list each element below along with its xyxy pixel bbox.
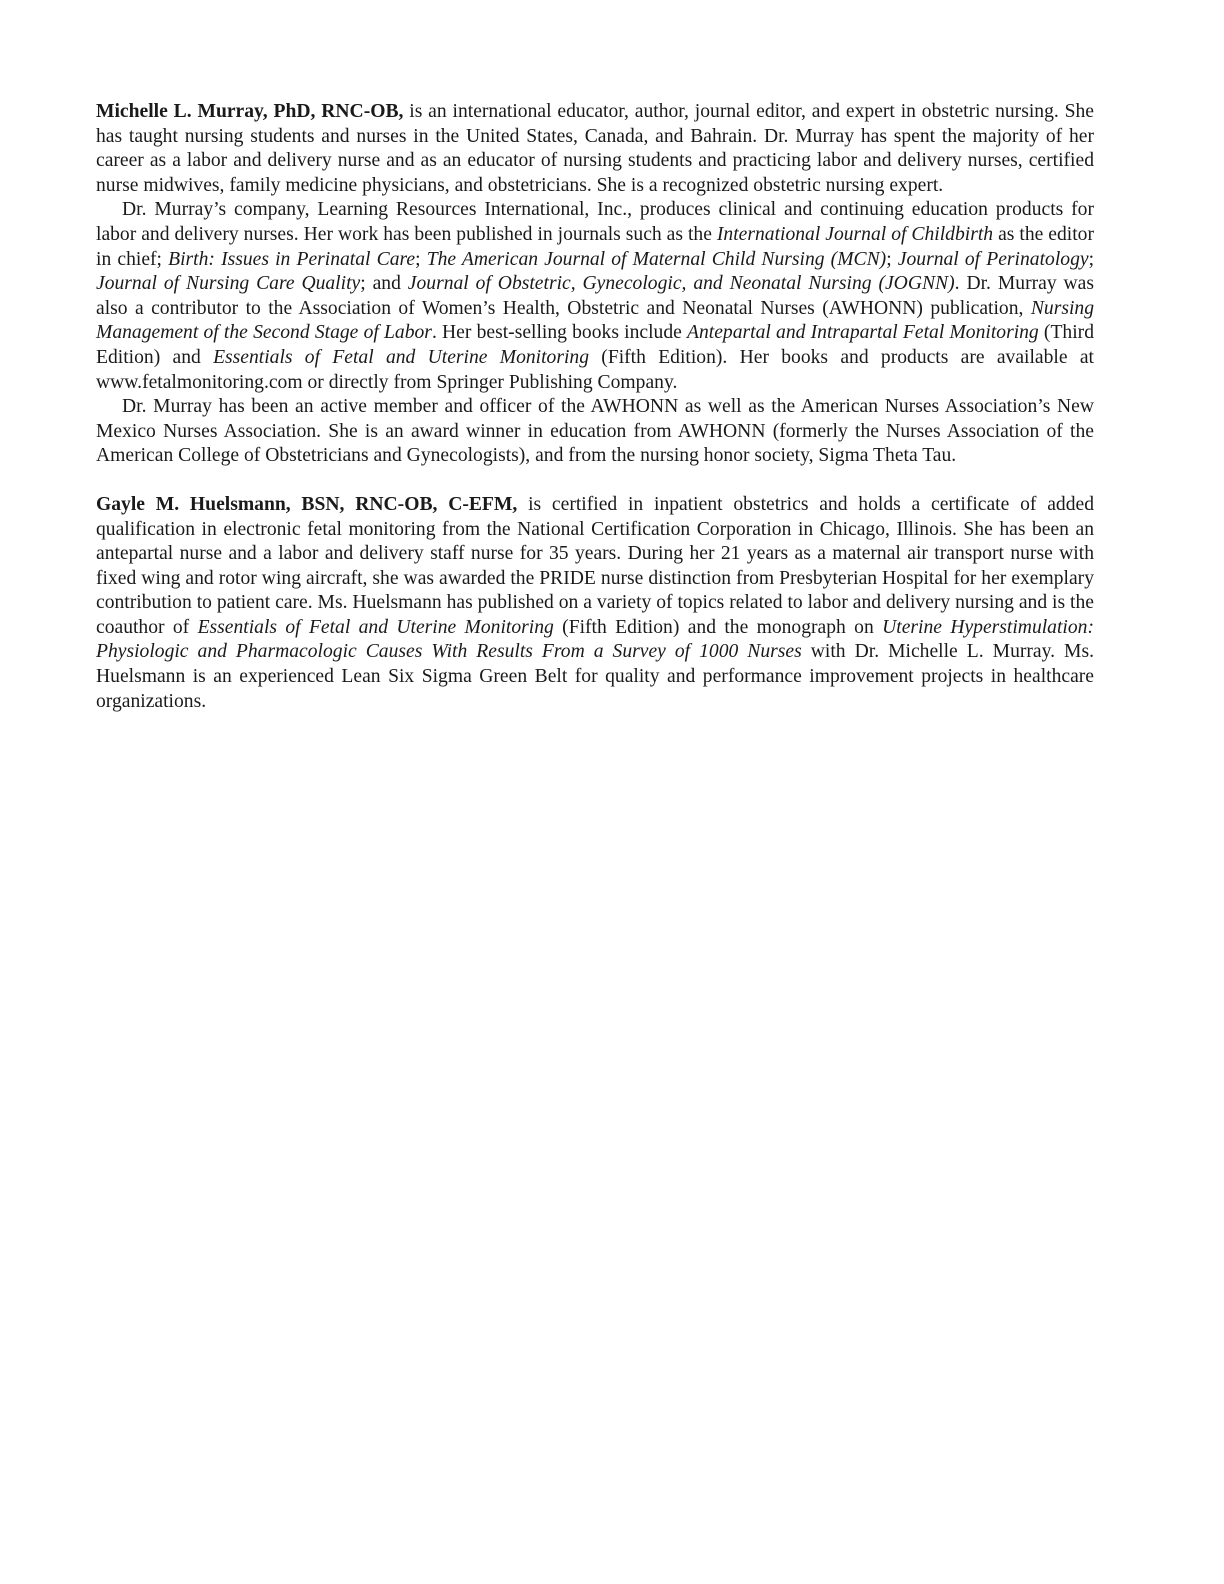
book-title: Essentials of Fetal and Uterine Monitoring: [213, 346, 590, 368]
paragraph-text: ;: [886, 248, 898, 270]
paragraph-text: is an international educator, author, journal editor, and expert in obstetric nursing. She has taught nursing students and nurses in the United States, Canada, and Bahrain. Dr. Murray has spent the majority of her career as a labor and delivery nurse and as an educator of nursing students and practicing labor and delivery nurses, certified nurse midwives, family medicine physicians, and obstetricians. She is a recognized obstetric nursing expert.: [96, 101, 1094, 196]
paragraph-text: Dr. Murray’s company, Learning Resources International, Inc., produces clinical and continuing education products for labor and delivery nurses. Her work has been published in journals such as the: [96, 199, 1094, 245]
author-name: Gayle M. Huelsmann, BSN, RNC-OB, C-EFM,: [96, 493, 518, 515]
paragraph-text: . Dr. Murray was also a contributor to the Association of Women’s Health, Obstetric and Neonatal Nurses (AWHONN) publication,: [96, 273, 1094, 319]
paragraph-text: (Fifth Edition) and the monograph on: [553, 616, 883, 638]
bio-murray: [96, 100, 1094, 469]
publication-title: Nursing Management of the Second Stage of Labor: [96, 297, 1094, 344]
book-title: Essentials of Fetal and Uterine Monitoring: [197, 616, 554, 638]
paragraph-text: as the editor in chief;: [96, 223, 1094, 270]
monograph-title: Uterine Hyperstimulation: Physiologic and Pharmacologic Causes With Results From a Survey of 1000 Nurses: [96, 616, 1094, 663]
author-bios-page: [96, 100, 1094, 738]
paragraph-text: ; and: [360, 273, 408, 295]
author-name: Michelle L. Murray, PhD, RNC-OB,: [96, 101, 404, 122]
paragraph-text: Dr. Murray has been an active member and officer of the AWHONN as well as the American Nurses Association’s New Mexico Nurses Association. She is an award winner in education from AWHONN (formerly the Nurses Association of the American College of Obstetricians and Gynecologists), and from the nursing honor society, Sigma Theta Tau.: [96, 396, 1094, 467]
book-title: Antepartal and Intrapartal Fetal Monitoring: [687, 322, 1039, 344]
journal-title: The American Journal of Maternal Child Nursing (MCN): [426, 248, 887, 270]
paragraph-text: (Fifth Edition). Her books and products are available at www.fetalmonitoring.com or directly from Springer Publishing Company.: [96, 346, 1094, 393]
paragraph-text: ;: [1088, 248, 1095, 270]
bio-murray-paragraph-1: [96, 100, 1094, 198]
paragraph-text: . Her best-selling books include: [431, 322, 688, 344]
bio-huelsmann: [96, 493, 1094, 714]
paragraph-text: ;: [415, 248, 427, 270]
journal-title: Birth: Issues in Perinatal Care: [168, 248, 416, 270]
journal-title: Journal of Obstetric, Gynecologic, and Neonatal Nursing (JOGNN): [407, 273, 955, 295]
paragraph-text: with Dr. Michelle L. Murray. Ms. Huelsmann is an experienced Lean Six Sigma Green Belt for quality and performance improvement projects in healthcare organizations.: [96, 641, 1094, 712]
journal-title: Journal of Perinatology: [897, 248, 1089, 270]
bio-huelsmann-paragraph-1: [96, 493, 1094, 714]
paragraph-text: (Third Edition) and: [96, 322, 1094, 368]
bio-murray-paragraph-2: [96, 198, 1094, 395]
paragraph-text: is certified in inpatient obstetrics and holds a certificate of added qualification in electronic fetal monitoring from the National Certification Corporation in Chicago, Illinois. She has been an antepartal nurse and a labor and delivery staff nurse for 35 years. During her 21 years as a maternal air transport nurse with fixed wing and rotor wing aircraft, she was awarded the PRIDE nurse distinction from Presbyterian Hospital for her exemplary contribution to patient care. Ms. Huelsmann has published on a variety of topics related to labor and delivery nursing and is the coauthor of: [96, 493, 1094, 638]
journal-title: Journal of Nursing Care Quality: [96, 273, 361, 295]
bio-murray-paragraph-3: [96, 395, 1094, 469]
journal-title: International Journal of Childbirth: [716, 223, 994, 245]
